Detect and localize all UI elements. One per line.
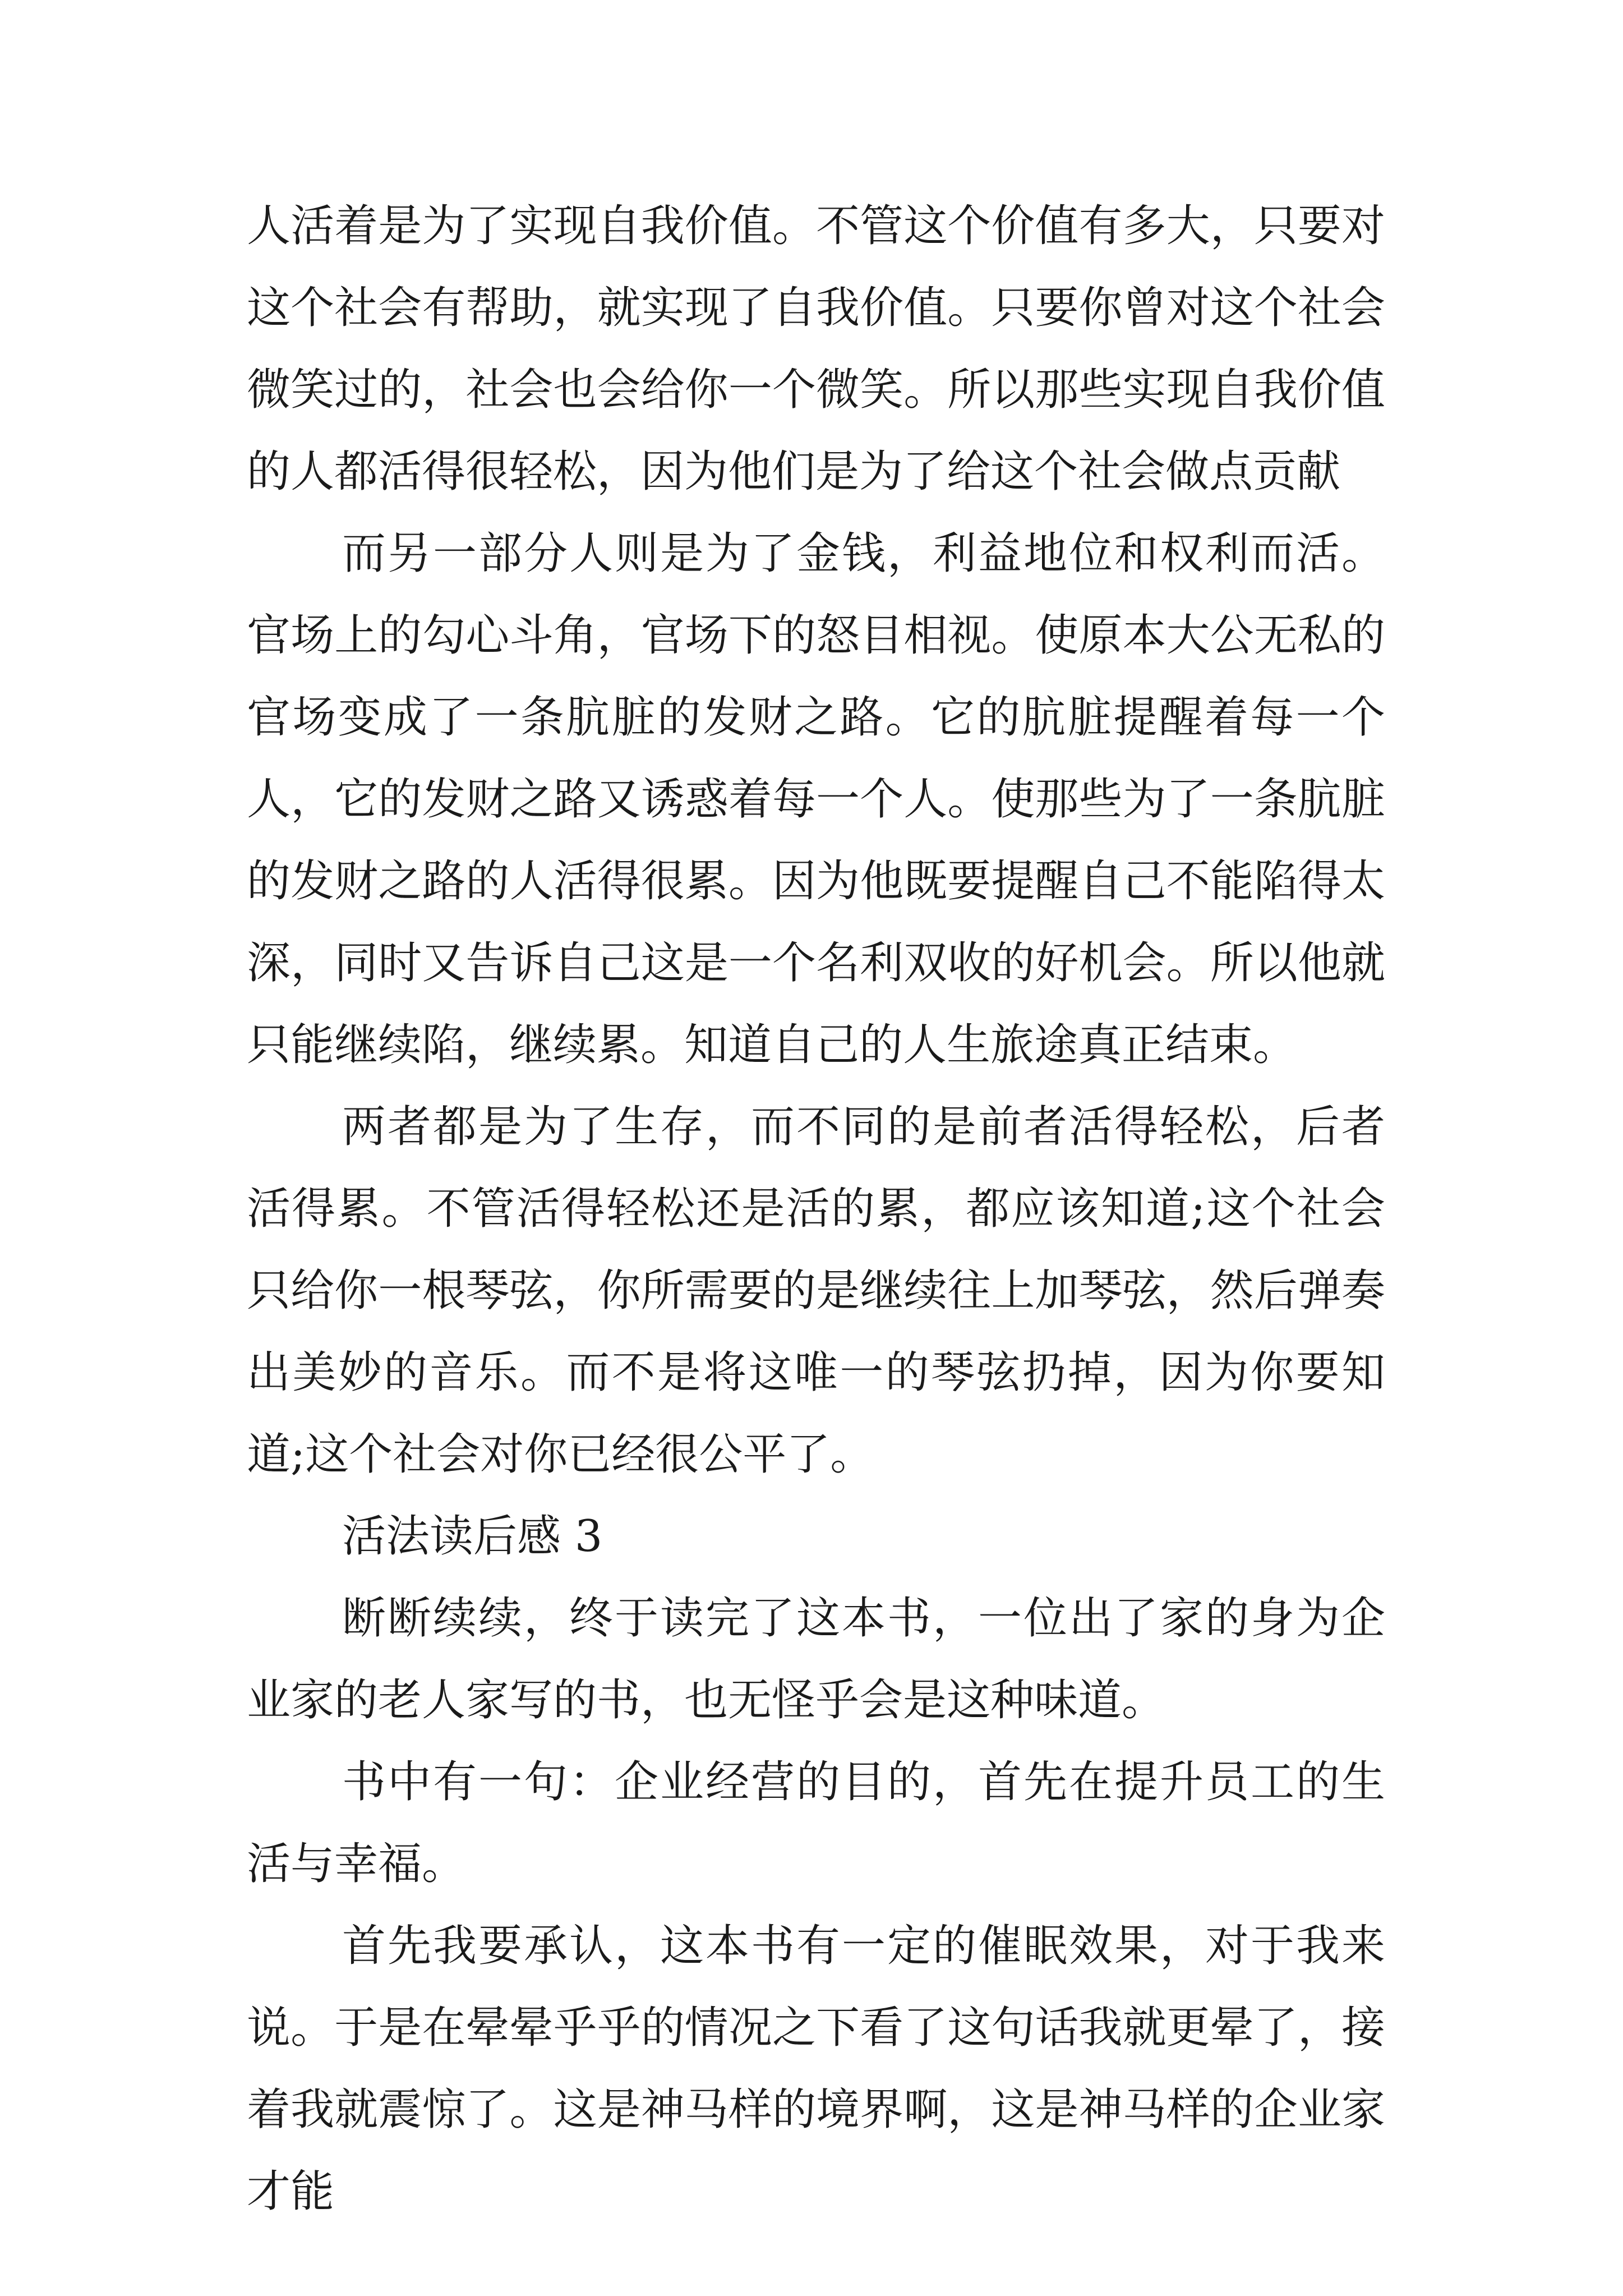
section-title: 活法读后感 3 <box>342 1511 603 1562</box>
paragraph-1: 人活着是为了实现自我价值。不管这个价值有多大，只要对这个社会有帮助，就实现了自我价值。只要你曾对这个社会微笑过的，社会也会给你一个微笑。所以那些实现自我价值的人都活得很轻松，因为他们是为了给这个社会做点贡献 <box>247 201 1385 497</box>
paragraph-2: 而另一部分人则是为了金钱，利益地位和权利而活。官场上的勾心斗角，官场下的怒目相视。使原本大公无私的官场变成了一条肮脏的发财之路。它的肮脏提醒着每一个人，它的发财之路又诱惑着每一个人。使那些为了一条肮脏的发财之路的人活得很累。因为他既要提醒自己不能陷得太深，同时又告诉自己这是一个名利双收的好机会。所以他就只能继续陷，继续累。知道自己的人生旅途真正结束。 <box>247 528 1385 1070</box>
section-paragraph-2: 书中有一句：企业经营的目的，首先在提升员工的生活与幸福。 <box>247 1757 1385 1889</box>
section-paragraph-3: 首先我要承认，这本书有一定的催眠效果，对于我来说。于是在晕晕乎乎的情况之下看了这句话我就更晕了，接着我就震惊了。这是神马样的境界啊，这是神马样的企业家才能 <box>247 1921 1385 2217</box>
paragraph-3: 两者都是为了生存，而不同的是前者活得轻松，后者活得累。不管活得轻松还是活的累，都应该知道;这个社会只给你一根琴弦，你所需要的是继续往上加琴弦，然后弹奏出美妙的音乐。而不是将这唯一的琴弦扔掉，因为你要知道;这个社会对你已经很公平了。 <box>247 1102 1385 1480</box>
document-body <box>247 185 1385 2233</box>
section-paragraph-1: 断断续续，终于读完了这本书，一位出了家的身为企业家的老人家写的书，也无怪乎会是这种味道。 <box>247 1593 1385 1726</box>
